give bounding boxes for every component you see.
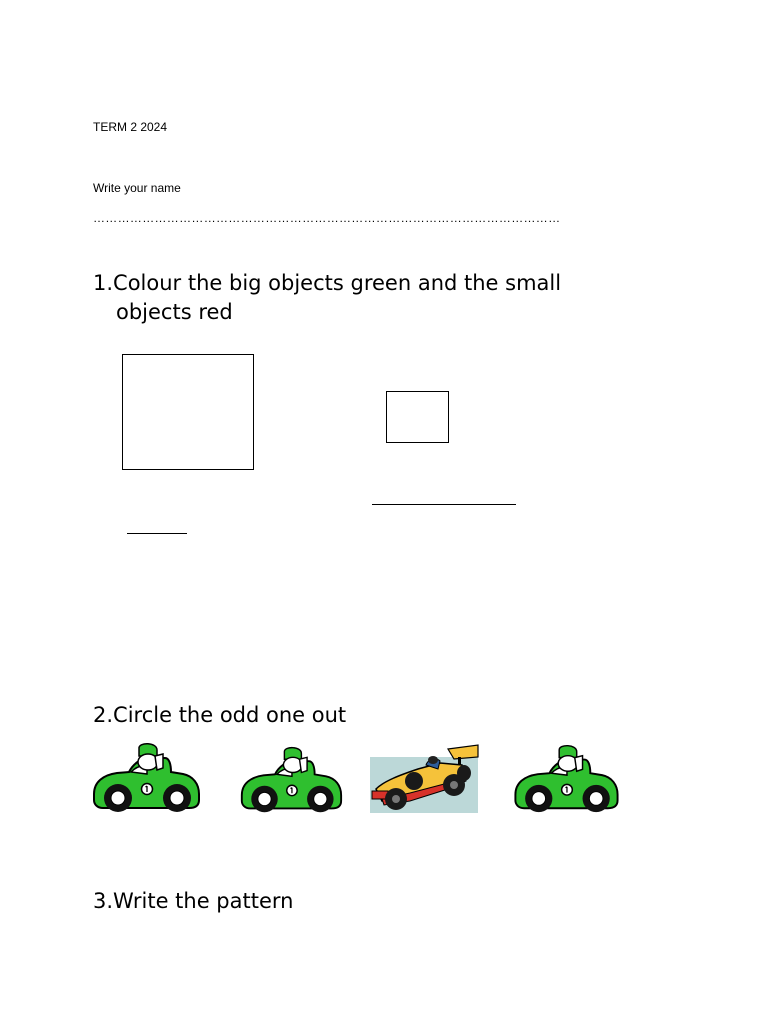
- name-prompt: Write your name: [93, 181, 181, 195]
- question-2: [93, 701, 346, 730]
- question-1-text-line1: Colour the big objects green and the small: [113, 271, 562, 295]
- question-1: [93, 269, 561, 327]
- big-square[interactable]: [122, 354, 254, 470]
- small-square[interactable]: [386, 391, 449, 443]
- question-2-text: Circle the odd one out: [113, 703, 347, 727]
- name-writing-line[interactable]: ……………………………………………………………………………………………………: [93, 211, 561, 225]
- answer-line-small-square[interactable]: [372, 504, 516, 505]
- question-3-text: Write the pattern: [113, 889, 294, 913]
- green-car-icon[interactable]: [508, 744, 624, 816]
- question-1-number: 1.: [93, 271, 114, 295]
- question-3: [93, 887, 293, 916]
- term-label: TERM 2 2024: [93, 120, 168, 134]
- question-3-number: 3.: [93, 889, 114, 913]
- green-car-icon[interactable]: [91, 742, 201, 816]
- question-1-text-line2: objects red: [116, 300, 233, 324]
- green-car-icon[interactable]: [235, 746, 347, 816]
- question-2-number: 2.: [93, 703, 114, 727]
- answer-line-big-square[interactable]: [127, 533, 187, 534]
- race-car-icon[interactable]: [370, 743, 480, 815]
